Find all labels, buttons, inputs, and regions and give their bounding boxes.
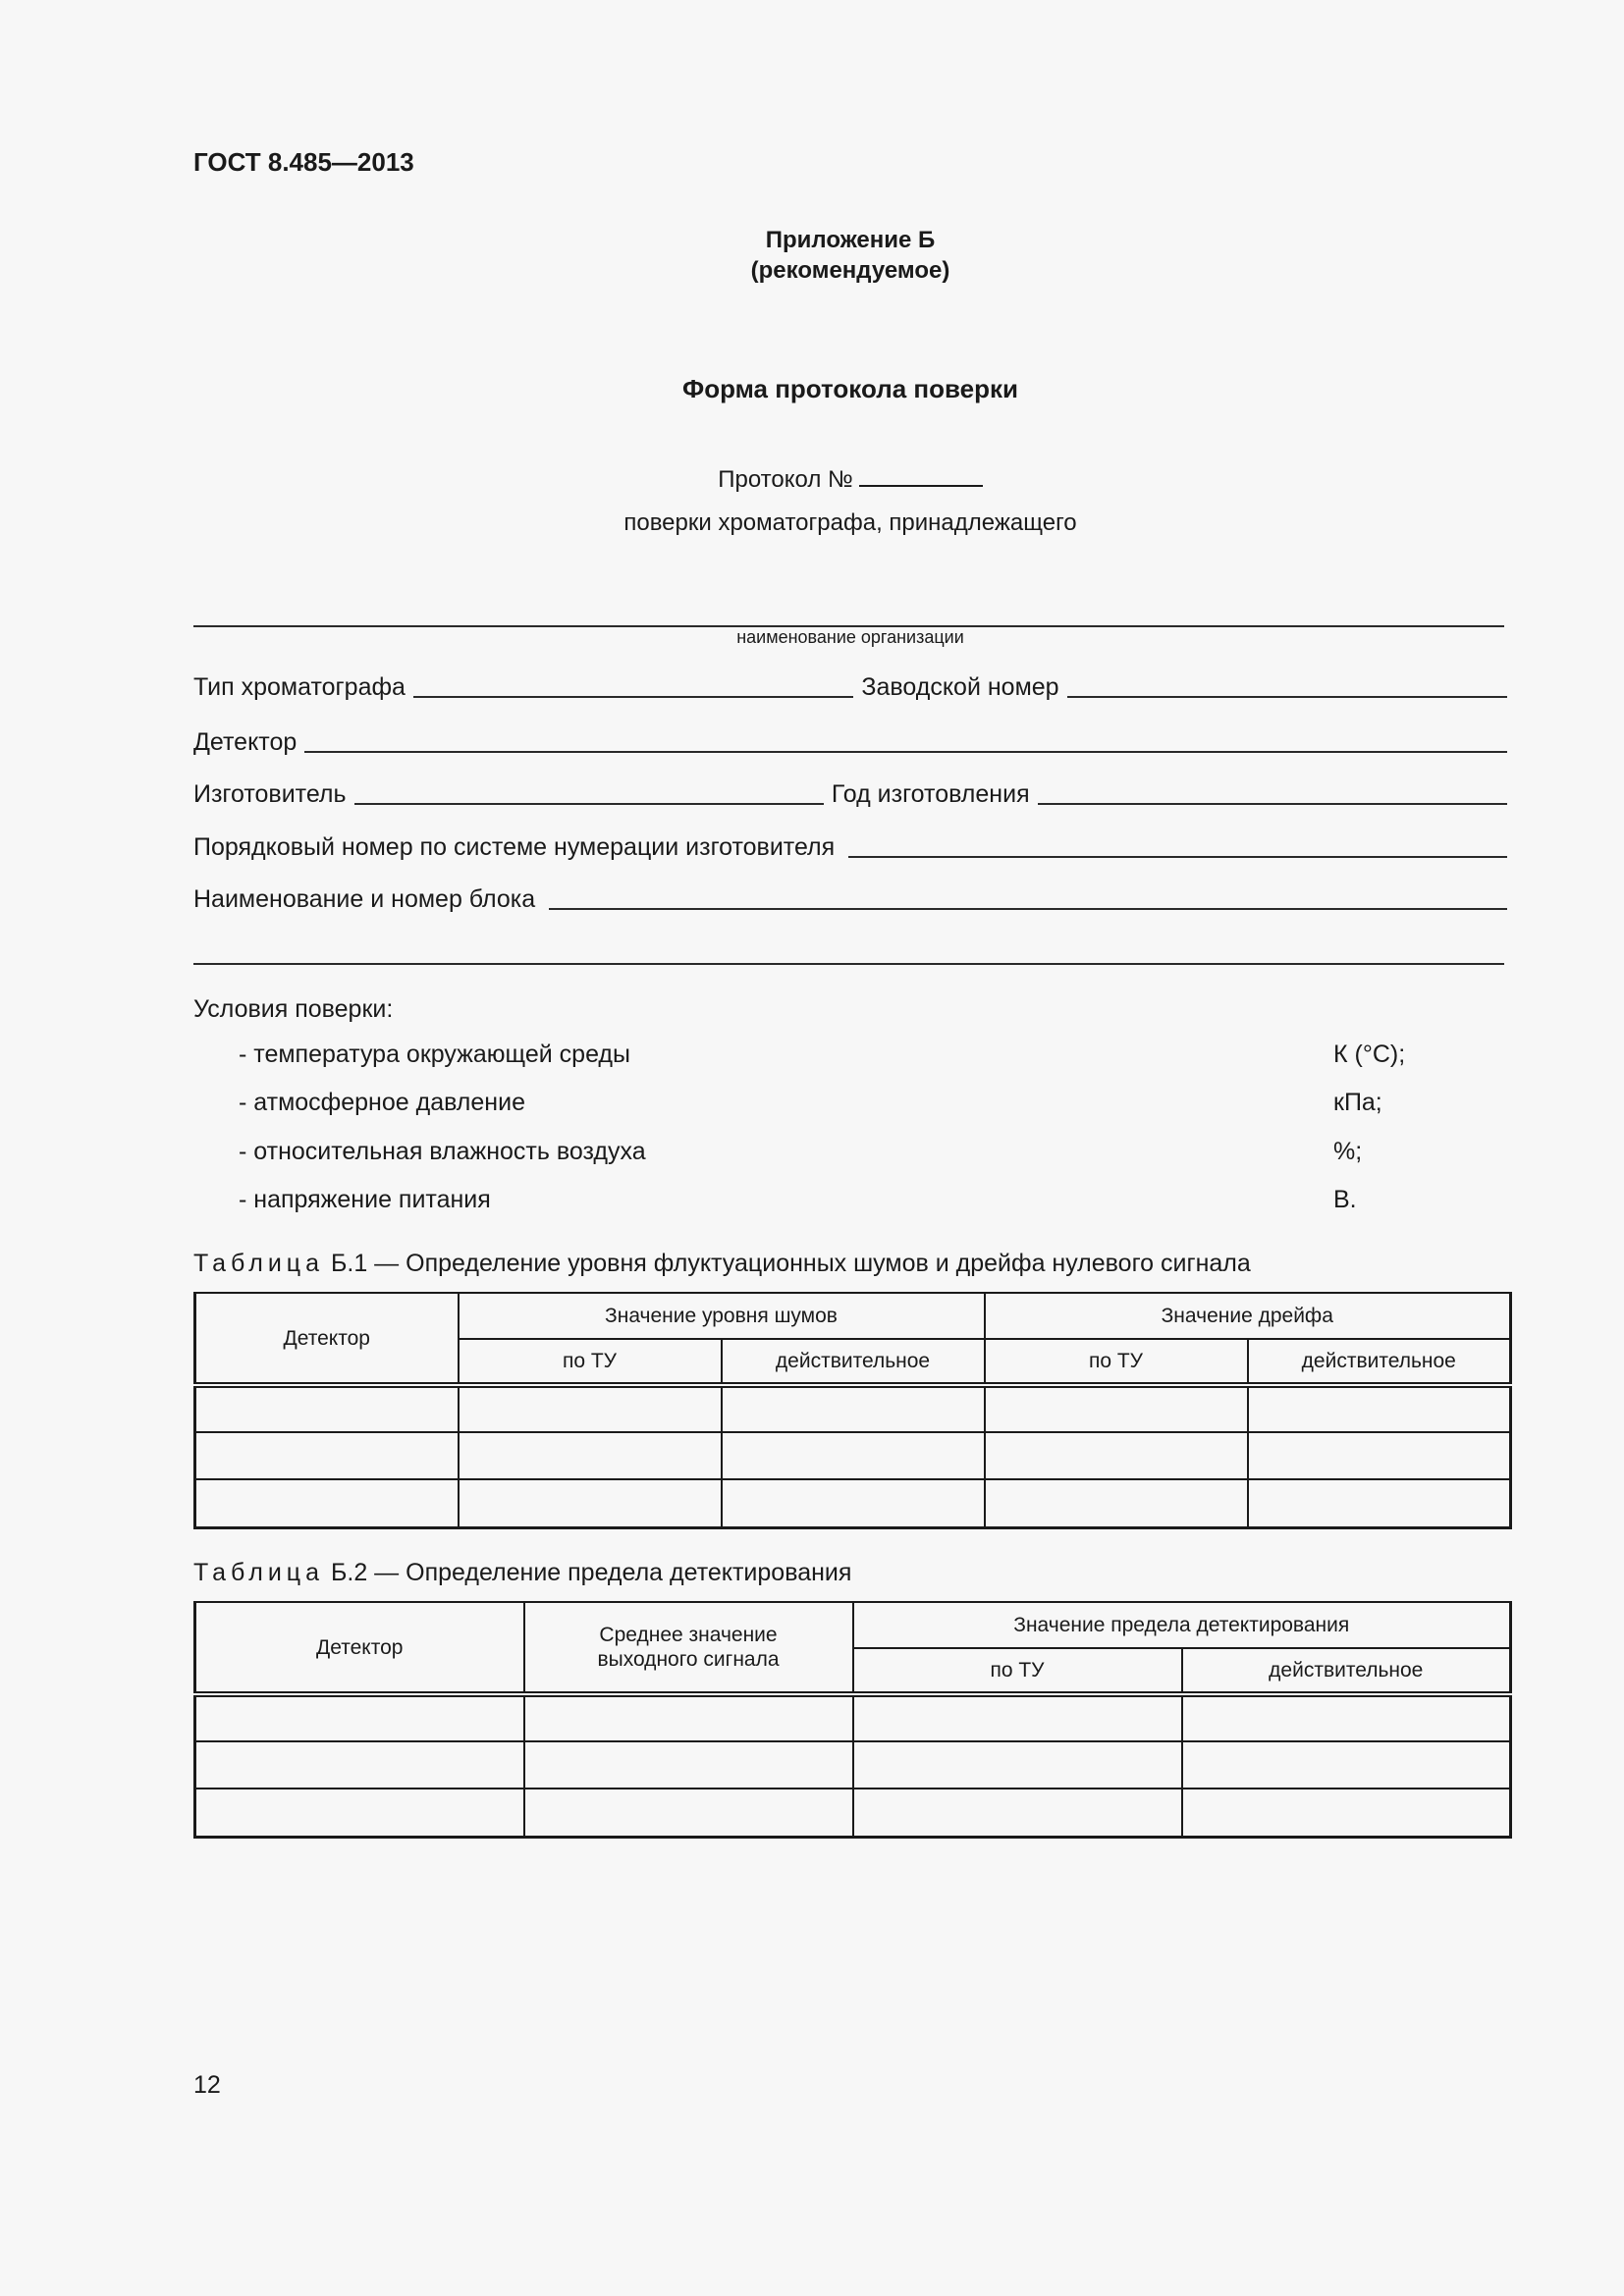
organization-caption: наименование организации — [736, 627, 964, 647]
table-cell[interactable] — [195, 1479, 459, 1527]
conditions-title: Условия поверки: — [193, 995, 394, 1023]
table-cell[interactable] — [459, 1385, 722, 1432]
condition-pressure: - атмосферное давление — [239, 1089, 525, 1116]
table-cell[interactable] — [195, 1741, 524, 1789]
table-cell[interactable] — [722, 1385, 985, 1432]
table-cell[interactable] — [985, 1385, 1248, 1432]
table1-header-noise-actual: действительное — [722, 1339, 985, 1385]
table-cell[interactable] — [853, 1789, 1182, 1837]
form-title: Форма протокола поверки — [682, 374, 1018, 403]
condition-pressure-unit: кПа; — [1333, 1089, 1382, 1116]
protocol-label: Протокол № — [718, 466, 853, 493]
page-number: 12 — [193, 2071, 221, 2099]
protocol-number-blank[interactable] — [859, 463, 983, 487]
table-cell[interactable] — [195, 1432, 459, 1479]
manufacture-year-label: Год изготовления — [831, 780, 1030, 808]
table-row — [195, 1479, 1511, 1527]
field-row-ordinal — [193, 830, 1507, 862]
condition-voltage: - напряжение питания — [239, 1186, 491, 1213]
field-row-block — [193, 882, 1507, 914]
block-name-label: Наименование и номер блока — [193, 885, 536, 913]
condition-temperature: - температура окружающей среды — [239, 1041, 630, 1068]
table-cell[interactable] — [1248, 1479, 1511, 1527]
condition-temperature-unit: К (°С); — [1333, 1041, 1406, 1068]
protocol-number-line — [193, 463, 1507, 494]
table2-caption-prefix: Таблица — [193, 1559, 325, 1586]
table2-header-detector: Детектор — [195, 1602, 524, 1694]
table2-header-limit-actual: действительное — [1182, 1648, 1511, 1694]
chromatograph-type-label: Тип хроматографа — [193, 673, 406, 701]
table-cell[interactable] — [524, 1741, 853, 1789]
protocol-subtitle: поверки хроматографа, принадлежащего — [623, 509, 1077, 536]
serial-number-label: Заводской номер — [861, 673, 1059, 701]
table1-caption — [193, 1250, 1251, 1278]
table-row — [195, 1432, 1511, 1479]
table-row — [195, 1694, 1511, 1741]
table-cell[interactable] — [1182, 1741, 1511, 1789]
ordinal-number-blank[interactable] — [848, 855, 1507, 858]
table-row — [195, 1741, 1511, 1789]
document-code: ГОСТ 8.485—2013 — [193, 147, 414, 177]
table1-header-drift-actual: действительное — [1248, 1339, 1511, 1385]
table1-header-detector: Детектор — [195, 1293, 459, 1385]
table-cell[interactable] — [722, 1479, 985, 1527]
table-cell[interactable] — [195, 1694, 524, 1741]
field-row-type — [193, 670, 1507, 702]
table1-caption-text: Б.1 — Определение уровня флуктуационных шумов и дрейфа нулевого сигнала — [324, 1250, 1251, 1277]
block-name-extra-line[interactable] — [193, 963, 1504, 965]
table-cell[interactable] — [985, 1432, 1248, 1479]
table1-header-noise-tu: по ТУ — [459, 1339, 722, 1385]
table-cell[interactable] — [1248, 1385, 1511, 1432]
condition-humidity-unit: %; — [1333, 1138, 1363, 1165]
table-cell[interactable] — [1182, 1694, 1511, 1741]
table-noise-drift — [193, 1292, 1512, 1529]
table1-header-drift: Значение дрейфа — [985, 1293, 1511, 1339]
table2-header-mean-line2: выходного сигнала — [597, 1648, 780, 1671]
table-cell[interactable] — [853, 1741, 1182, 1789]
table-row — [195, 1789, 1511, 1837]
table-cell[interactable] — [853, 1694, 1182, 1741]
table-cell[interactable] — [985, 1479, 1248, 1527]
appendix-heading — [193, 225, 1507, 286]
detector-label: Детектор — [193, 728, 298, 756]
table1-caption-prefix: Таблица — [193, 1250, 325, 1277]
chromatograph-type-blank[interactable] — [413, 695, 853, 698]
table2-caption-text: Б.2 — Определение предела детектирования — [324, 1559, 852, 1586]
field-row-detector — [193, 725, 1507, 757]
field-row-manufacturer — [193, 777, 1507, 809]
table-detection-limit — [193, 1601, 1512, 1839]
detector-blank[interactable] — [304, 750, 1507, 753]
appendix-title: Приложение Б — [765, 227, 936, 253]
ordinal-number-label: Порядковый номер по системе нумерации изготовителя — [193, 833, 836, 861]
table2-header-limit-tu: по ТУ — [853, 1648, 1182, 1694]
table-cell[interactable] — [459, 1479, 722, 1527]
table-cell[interactable] — [524, 1789, 853, 1837]
table-cell[interactable] — [1248, 1432, 1511, 1479]
table2-header-mean-signal — [524, 1602, 853, 1694]
table-cell[interactable] — [459, 1432, 722, 1479]
table2-caption — [193, 1559, 851, 1587]
serial-number-blank[interactable] — [1067, 695, 1507, 698]
condition-voltage-unit: В. — [1333, 1186, 1357, 1213]
appendix-status: (рекомендуемое) — [750, 257, 950, 284]
table-cell[interactable] — [524, 1694, 853, 1741]
table2-header-limit: Значение предела детектирования — [853, 1602, 1511, 1648]
table-cell[interactable] — [1182, 1789, 1511, 1837]
block-name-blank[interactable] — [549, 907, 1507, 910]
manufacture-year-blank[interactable] — [1038, 802, 1507, 805]
table2-header-mean-line1: Среднее значение — [599, 1624, 778, 1646]
manufacturer-blank[interactable] — [354, 802, 824, 805]
table-cell[interactable] — [195, 1385, 459, 1432]
condition-humidity: - относительная влажность воздуха — [239, 1138, 646, 1165]
table1-header-drift-tu: по ТУ — [985, 1339, 1248, 1385]
table-cell[interactable] — [722, 1432, 985, 1479]
manufacturer-label: Изготовитель — [193, 780, 347, 808]
table-cell[interactable] — [195, 1789, 524, 1837]
table-row — [195, 1385, 1511, 1432]
table1-header-noise: Значение уровня шумов — [459, 1293, 985, 1339]
